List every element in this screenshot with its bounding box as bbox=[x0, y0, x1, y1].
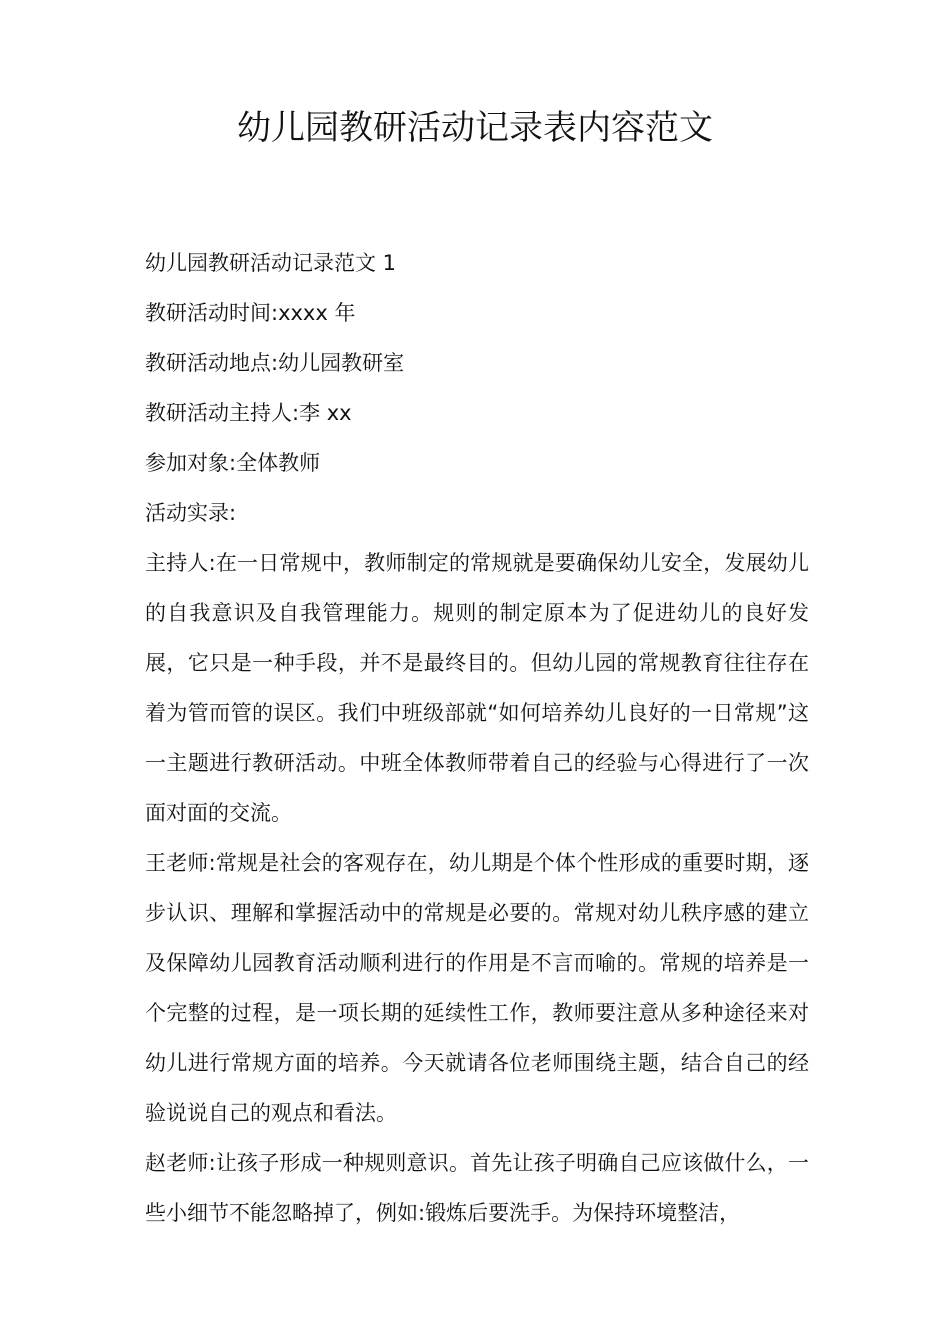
paragraph-teacher-zhao: 赵老师:让孩子形成一种规则意识。首先让孩子明确自己应该做什么，一些小细节不能忽略掉了，例如:锻炼后要洗手。为保持环境整洁， bbox=[145, 1151, 809, 1225]
paragraph-teacher-wang: 王老师:常规是社会的客观存在，幼儿期是个体个性形成的重要时期，逐步认识、理解和掌握活动中的常规是必要的。常规对幼儿秩序感的建立及保障幼儿园教育活动顺利进行的作用是不言而喻的。常规的培养是一个完整的过程，是一项长期的延续性工作，教师要注意从多种途径来对幼儿进行常规方面的培养。今天就请各位老师围绕主题，结合自己的经验说说自己的观点和看法。 bbox=[145, 851, 809, 1125]
field-record-label: 活动实录: bbox=[145, 501, 237, 525]
section-heading: 幼儿园教研活动记录范文 1 bbox=[145, 251, 397, 275]
field-place: 教研活动地点:幼儿园教研室 bbox=[145, 351, 405, 375]
field-host: 教研活动主持人:李 xx bbox=[145, 401, 352, 425]
document-body bbox=[145, 238, 809, 1238]
field-time: 教研活动时间:xxxx 年 bbox=[145, 301, 356, 325]
paragraph-host: 主持人:在一日常规中，教师制定的常规就是要确保幼儿安全，发展幼儿的自我意识及自我管理能力。规则的制定原本为了促进幼儿的良好发展，它只是一种手段，并不是最终目的。但幼儿园的常规教育往往存在着为管而管的误区。我们中班级部就“如何培养幼儿良好的一日常规”这一主题进行教研活动。中班全体教师带着自己的经验与心得进行了一次面对面的交流。 bbox=[145, 551, 809, 825]
document-title: 幼儿园教研活动记录表内容范文 bbox=[237, 108, 713, 148]
field-participants: 参加对象:全体教师 bbox=[145, 451, 321, 475]
